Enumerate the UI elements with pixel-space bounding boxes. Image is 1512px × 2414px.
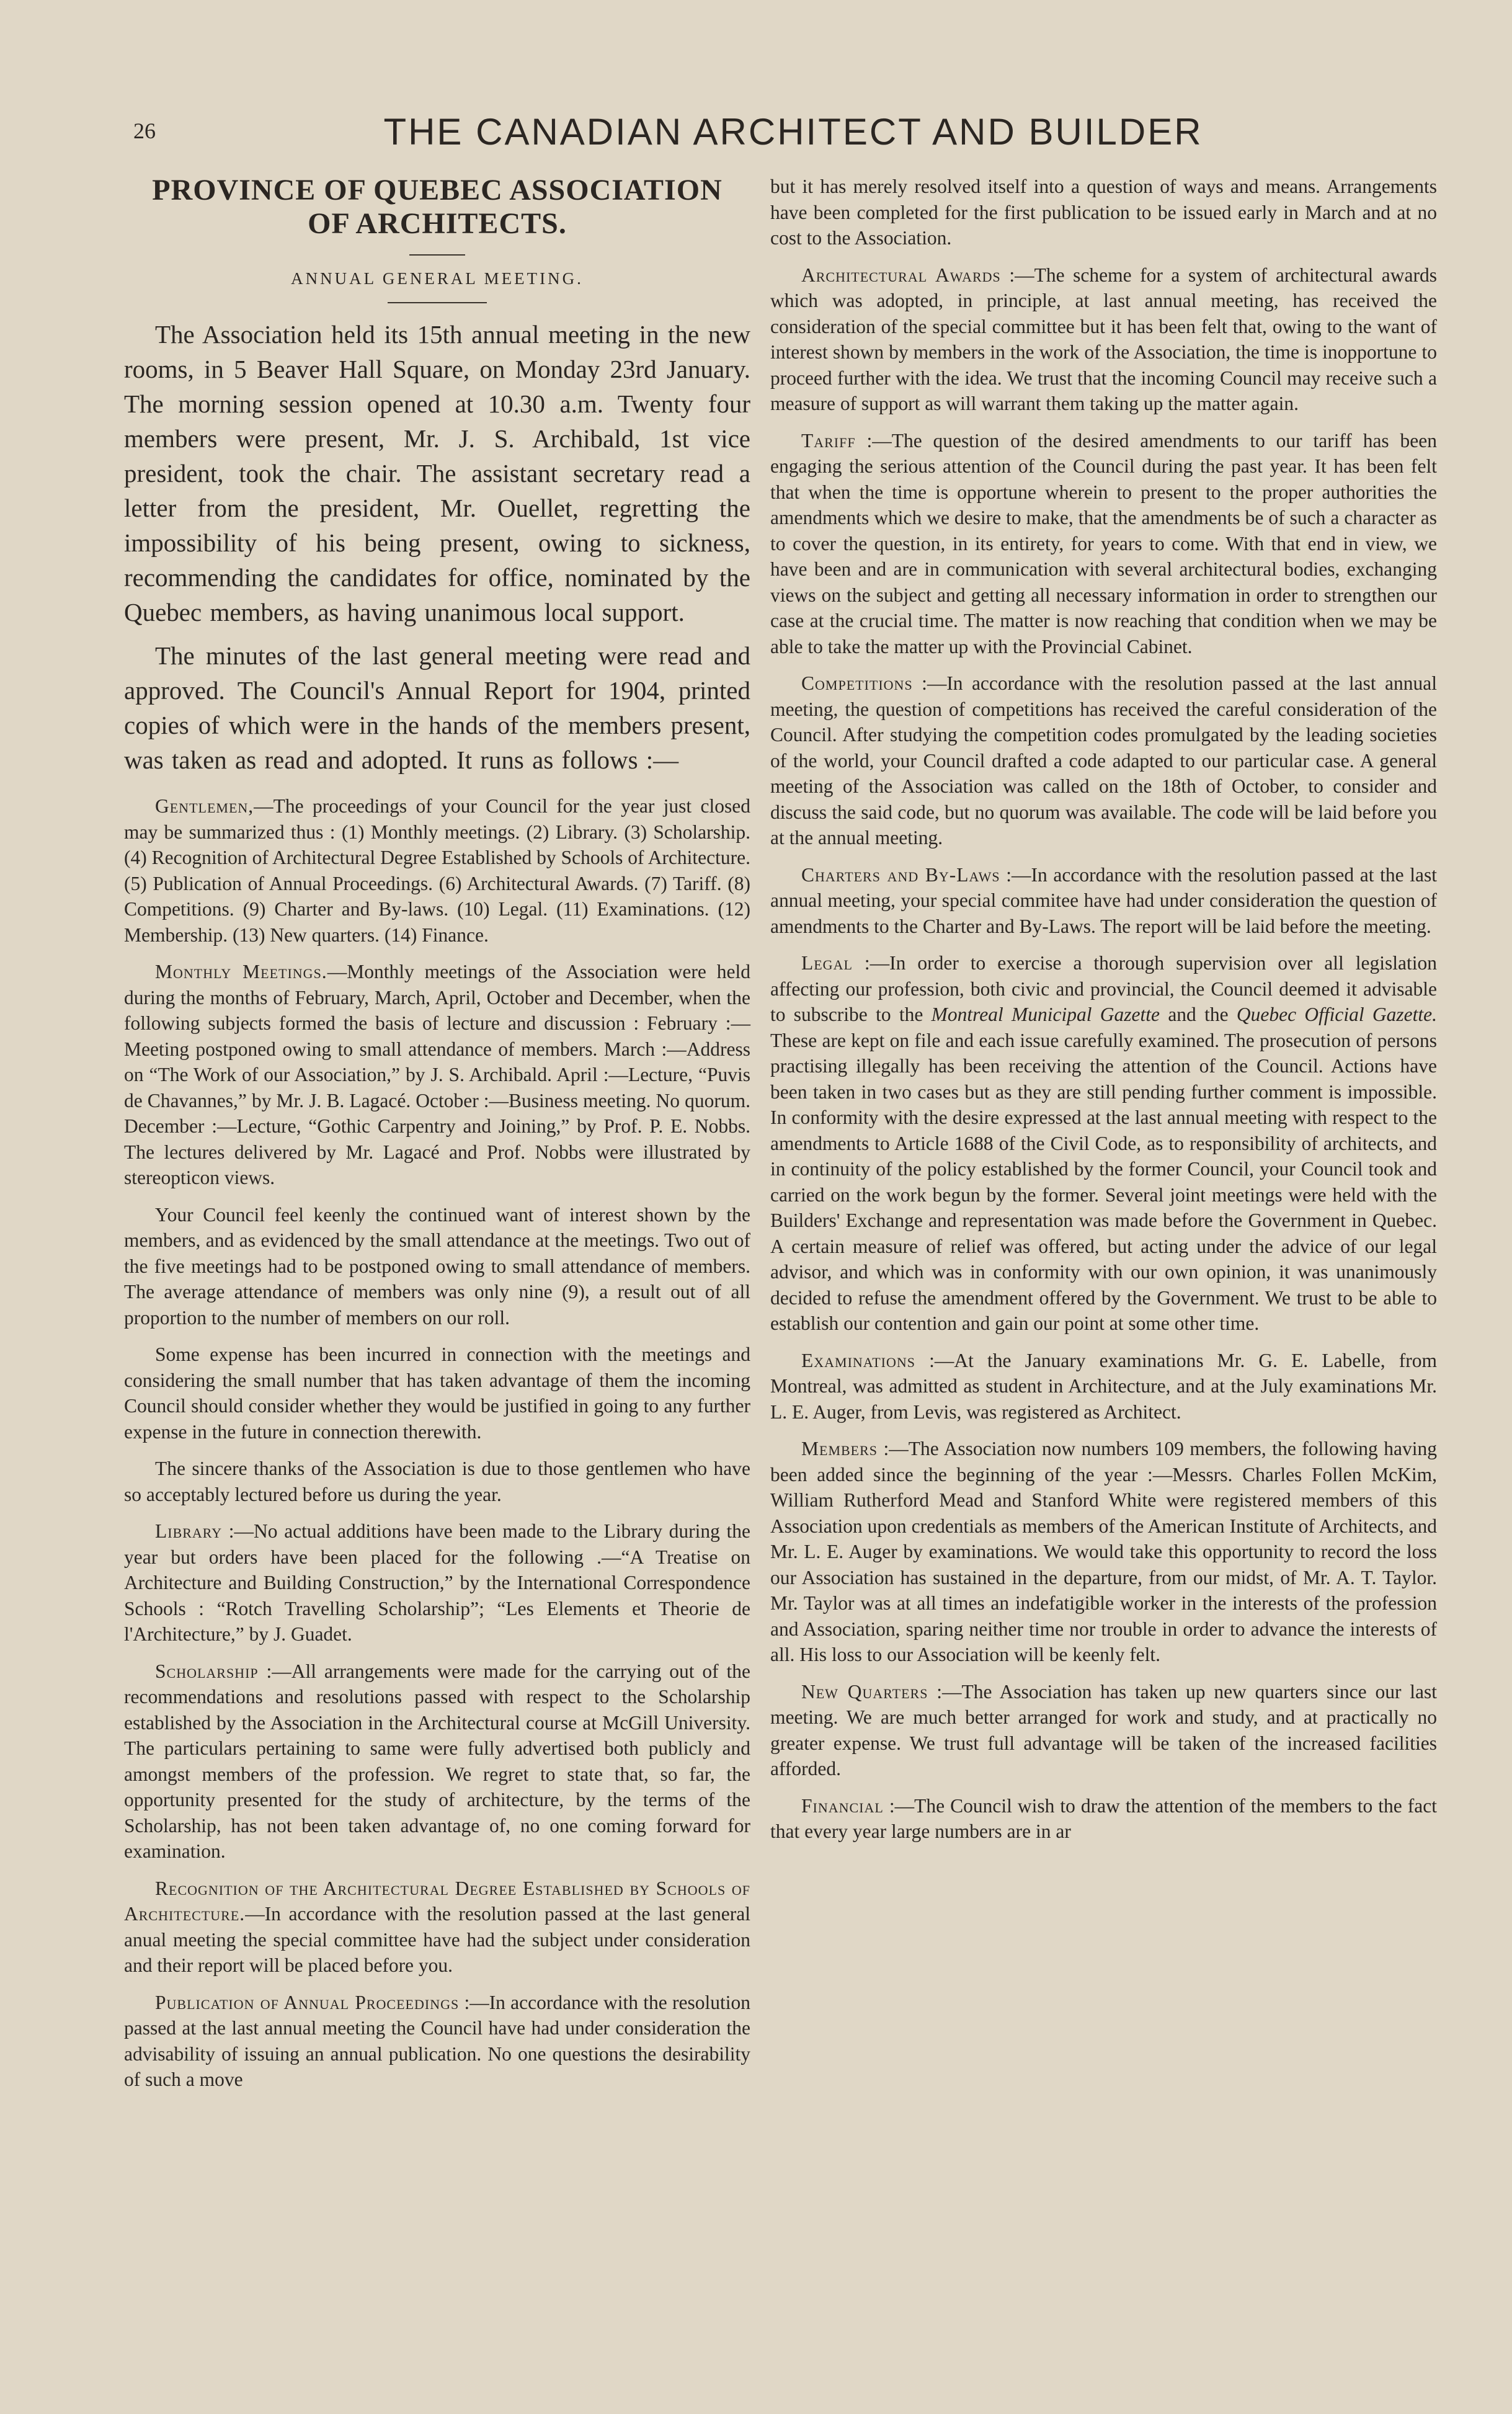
paragraph-text: These are kept on file and each issue carefully examined. The prosecution of persons practising illegally has been receiving the attention of the Council. Actions have been taken in two cases but as they are still pending further comment is impossible. In conformity with the desire expressed at the last annual meeting with respect to the amendments to Article 1688 of the Civil Code, as to responsibility of architects, and in continuity of the policy established by the former Council, your Council took and carried on the work begun by the former. Several joint meetings were held with the Builders' Exchange and representation was made before the Government in Quebec. A certain measure of relief was offered, but acting under the advice of our legal advisor, and which was in conformity with our own opinion, it was unanimously decided to refuse the amendment offered by the Government. We trust to be able to establish our contention and gain our point at some other time. [770,1029,1437,1334]
paragraph-text: :—The Association has taken up new quarters since our last meeting. We are much better arranged for work and study, and at practically no greater expense. We trust full advantage will be taken of the increased facilities afforded. [770,1680,1438,1779]
report-paragraph [770,1436,1437,1668]
paragraph-text: :—All arrangements were made for the carrying out of the recommendations and resolutions passed with respect to the Scholarship established by the Association in the Architectural course at McGill University. The particulars pertaining to same were fully advertised both publicly and amongst members of the profession. We regret to state that, so far, the opportunity presented for the study of architecture, by the terms of the Scholarship, has not been taken advantage of, no one coming forward for examination. [124,1660,750,1862]
paragraph-text: :—In order to exercise a thorough supervision over all legislation affecting our profession, both civic and provincial, the Council deemed it advisable to subscribe to the [770,952,1437,1025]
report-paragraph [770,428,1437,660]
paragraph-heading: Competitions [801,672,913,694]
article-subheading: ANNUAL GENERAL MEETING. [291,269,584,288]
report-paragraph [124,793,750,948]
paragraph-heading: Tariff [801,429,856,452]
report-paragraph [124,1990,750,2093]
paragraph-text: :—At the January examinations Mr. G. E. Labelle, from Montreal, was admitted as student in Architecture, and at the July examinations Mr. L. E. Auger, from Levis, was registered as Architect. [770,1349,1437,1423]
paragraph-text: :—The Association now numbers 109 members, the following having been added since the beginning of the year :—Messrs. Charles Follen McKim, William Rutherford Mead and Stanford White were registered members of this Association upon credentials as members of the American Institute of Architects, and Mr. L. E. Auger by examinations. We would take this opportunity to record the loss our Association has sustained in the departure, from our midst, of Mr. A. T. Taylor. Mr. Taylor was at all times an indefatigible worker in the interests of the profession and Association, sparing neither time nor trouble in order to advance the interests of all. His loss to our Association will be keenly felt. [770,1438,1437,1665]
paragraph-text: :—In accordance with the resolution passed at the last annual meeting the Council have had under consideration the advisability of issuing an annual publication. No one questions the desirability of such a move [124,1991,750,2090]
paragraph-heading: Legal [801,952,853,974]
paragraph-text: :—In accordance with the resolution passed at the last annual meeting, the question of competitions has received the careful consideration of the Council. After studying the competition codes promulgated by the leading societies of the world, your Council drafted a code adapted to our particular case. A general meeting of the Association was called on the 18th of October, to consider and discuss the said code, but no quorum was available. The code will be laid before you at the annual meeting. [770,672,1437,848]
report-paragraph [770,1793,1437,1845]
paragraph-text: :—No actual additions have been made to the Library during the year but orders have been placed for the following .—“A Treatise on Architecture and Building Construction,” by the International Correspondence Schools : “Rotch Travelling Scholarship”; “Les Elements et Theorie de l'Architecture,” by J. Guadet. [124,1520,750,1645]
publication-name: Quebec Official Gazette. [1236,1004,1437,1025]
paragraph-text: —The proceedings of your Council for the year just closed may be summarized thus : (1) Monthly meetings. (2) Library. (3) Scholarship. (4) Recognition of Architectural Degree Established by Schools of Architecture. (5) Publication of Annual Proceedings. (6) Architectural Awards. (7) Tariff. (8) Competitions. (9) Charter and By-laws. (10) Legal. (11) Examinations. (12) Membership. (13) New quarters. (14) Finance. [124,795,750,946]
paragraph-heading: Gentlemen, [155,795,254,817]
paragraph-heading: Members [801,1438,878,1459]
paragraph-heading: Architectural Awards [801,264,1001,286]
report-paragraph [770,670,1437,851]
running-head: THE CANADIAN ARCHITECT AND BUILDER [383,111,1203,153]
article-title [124,174,750,241]
paragraph-text: :—The question of the desired amendments to our tariff has been engaging the serious attention of the Council during the past year. It has been felt that when the time is opportune wherein to present to the proper authorities the amendments which we desire to make, that the amendments be of such a character as to cover the question, in its entirety, for years to come. With that end in view, we have been and are in communication with several architectural bodies, exchanging views on the subject and getting all necessary information in order to strengthen our case at the crucial time. The matter is now reaching that condition when we may be able to take the matter up with the Provincial Cabinet. [770,429,1437,657]
report-paragraph [124,1659,750,1864]
paragraph-heading: Monthly Meetings. [155,961,327,982]
report-paragraph [770,862,1437,940]
paragraph-text: Some expense has been incurred in connection with the meetings and considering the small number that has taken advantage of them the incoming Council should consider whether they would be justified in going to any further expense in the future in connection therewith. [124,1343,750,1443]
article-title-line2: OF ARCHITECTS. [308,207,567,240]
report-paragraph [770,262,1437,417]
page-number: 26 [133,118,156,143]
paragraph-text: :—In accordance with the resolution passed at the last annual meeting, your special commitee have had under consideration the question of amendments to the Charter and By-Laws. The report will be laid before the meeting. [770,863,1437,937]
report-paragraph [124,959,750,1191]
report-paragraph [770,950,1437,1337]
subheading-rule [388,302,487,303]
right-column [770,174,1437,1845]
paragraph-heading: Publication of Annual Proceedings [155,1991,460,2013]
paragraph-text: Your Council feel keenly the continued want of interest shown by the members, and as evidenced by the small attendance at the meetings. Two out of the five meetings had to be postponed owing to small attendance of members. The average attendance of members was only nine (9), a result out of all proportion to the number of members on our roll. [124,1203,750,1329]
paragraph-text: —In accordance with the resolution passed at the last general anual meeting the special committee have had the subject under consideration and their report will be placed before you. [124,1903,750,1976]
title-rule [409,254,465,256]
report-paragraph [770,1679,1437,1782]
publication-name: Montreal Municipal Gazette [931,1004,1160,1025]
report-paragraph [770,174,1437,251]
left-paragraphs [124,793,750,2093]
paragraph-heading: Scholarship [155,1660,259,1682]
intro-paragraph: The Association held its 15th annual meeting in the new rooms, in 5 Beaver Hall Square, on Monday 23rd January. The morning session opened at 10.30 a.m. Twenty four members were present, Mr. J. S. Archibald, 1st vice president, took the chair. The assistant secretary read a letter from the president, Mr. Ouellet, regretting the impossibility of his being present, owing to sickness, recommending the candidates for office, nominated by the Quebec members, as having unanimous local support. [124,320,750,626]
paragraph-heading: New Quarters [801,1680,928,1703]
report-paragraph [770,1348,1437,1425]
paragraph-text: but it has merely resolved itself into a question of ways and means. Arrangements have been completed for the first publication to be issued early in March and at no cost to the Association. [770,176,1437,249]
right-paragraphs [770,174,1437,1845]
intro-paragraph: The minutes of the last general meeting were read and approved. The Council's Annual Report for 1904, printed copies of which were in the hands of the members present, was taken as read and adopted. It runs as follows :— [124,641,750,774]
paragraph-text: :—The Council wish to draw the attention of the members to the fact that every year large numbers are in ar [770,1794,1437,1842]
paragraph-text: The sincere thanks of the Association is due to those gentlemen who have so acceptably lectured before us during the year. [124,1458,750,1505]
paragraph-heading: Examinations [801,1349,916,1371]
paragraph-heading: Charters and By-Laws [801,863,1000,886]
paragraph-heading: Financial [801,1794,884,1817]
report-paragraph [124,1518,750,1647]
report-paragraph [124,1456,750,1507]
article-title-line1: PROVINCE OF QUEBEC ASSOCIATION [152,174,723,207]
left-column [124,174,750,2093]
paragraph-heading: Library [155,1520,223,1542]
paragraph-text: :—The scheme for a system of architectural awards which was adopted, in principle, at last annual meeting, has received the consideration of the special committee but it has been felt that, owing to the want of interest shown by members in the work of the Association, the time is inopportune to proceed further with the idea. We trust that the incoming Council may receive such a measure of support as will warrant them taking up the matter again. [770,264,1437,414]
paragraph-text: and the [1160,1004,1237,1025]
report-paragraph [124,1202,750,1331]
report-paragraph [124,1342,750,1445]
report-paragraph [124,1876,750,1979]
paragraph-text: —Monthly meetings of the Association were held during the months of February, March, April, October and December, when the following subjects formed the basis of lecture and discussion : February :—Meeting postponed owing to small attendance of members. March :—Address on “The Work of our Association,” by J. S. Archibald. April :—Lecture, “Puvis de Chavannes,” by Mr. J. B. Lagacé. October :—Business meeting. No quorum. December :—Lecture, “Gothic Carpentry and Joining,” by Prof. P. E. Nobbs. The lectures delivered by Mr. Lagacé and Prof. Nobbs were illustrated by stereopticon views. [124,961,751,1188]
paragraph-heading: Recognition of the Architectural Degree Established by Schools of Architecture. [124,1877,750,1925]
